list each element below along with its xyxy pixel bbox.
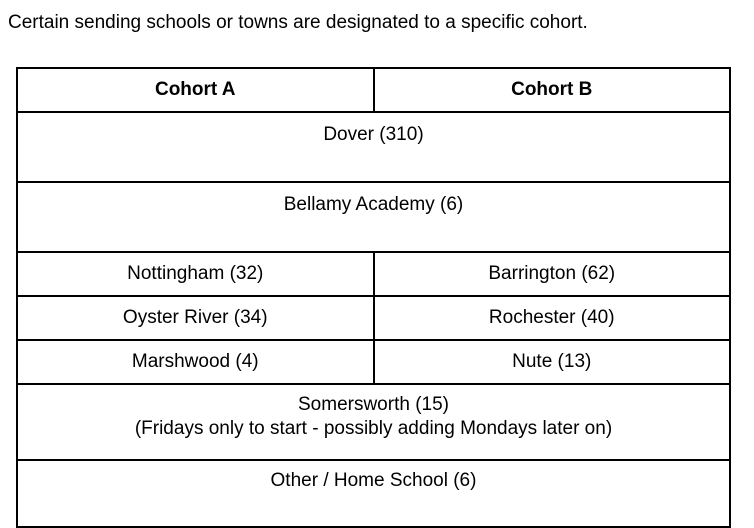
cohort-a-cell: Nottingham (32) (17, 252, 374, 296)
cohort-table (16, 67, 731, 528)
shared-cell-bellamy: Bellamy Academy (6) (17, 182, 730, 252)
shared-cell-dover: Dover (310) (17, 112, 730, 182)
header-cohort-a: Cohort A (17, 68, 374, 112)
shared-cell-other: Other / Home School (6) (17, 460, 730, 527)
cohort-b-cell: Barrington (62) (374, 252, 731, 296)
table-row (17, 252, 730, 296)
table-row (17, 384, 730, 460)
somersworth-note: (Fridays only to start - possibly adding Mondays later on) (134, 418, 613, 439)
table-row (17, 296, 730, 340)
intro-text: Certain sending schools or towns are designated to a specific cohort. (8, 12, 588, 33)
cohort-a-cell: Marshwood (4) (17, 340, 374, 384)
table-header-row (17, 68, 730, 112)
table-row (17, 460, 730, 527)
cohort-b-cell: Rochester (40) (374, 296, 731, 340)
cohort-b-cell: Nute (13) (374, 340, 731, 384)
table-row (17, 182, 730, 252)
header-cohort-b: Cohort B (374, 68, 731, 112)
shared-cell-somersworth (17, 384, 730, 460)
table-row (17, 340, 730, 384)
cohort-a-cell: Oyster River (34) (17, 296, 374, 340)
somersworth-title: Somersworth (15) (298, 394, 449, 415)
table-row (17, 112, 730, 182)
